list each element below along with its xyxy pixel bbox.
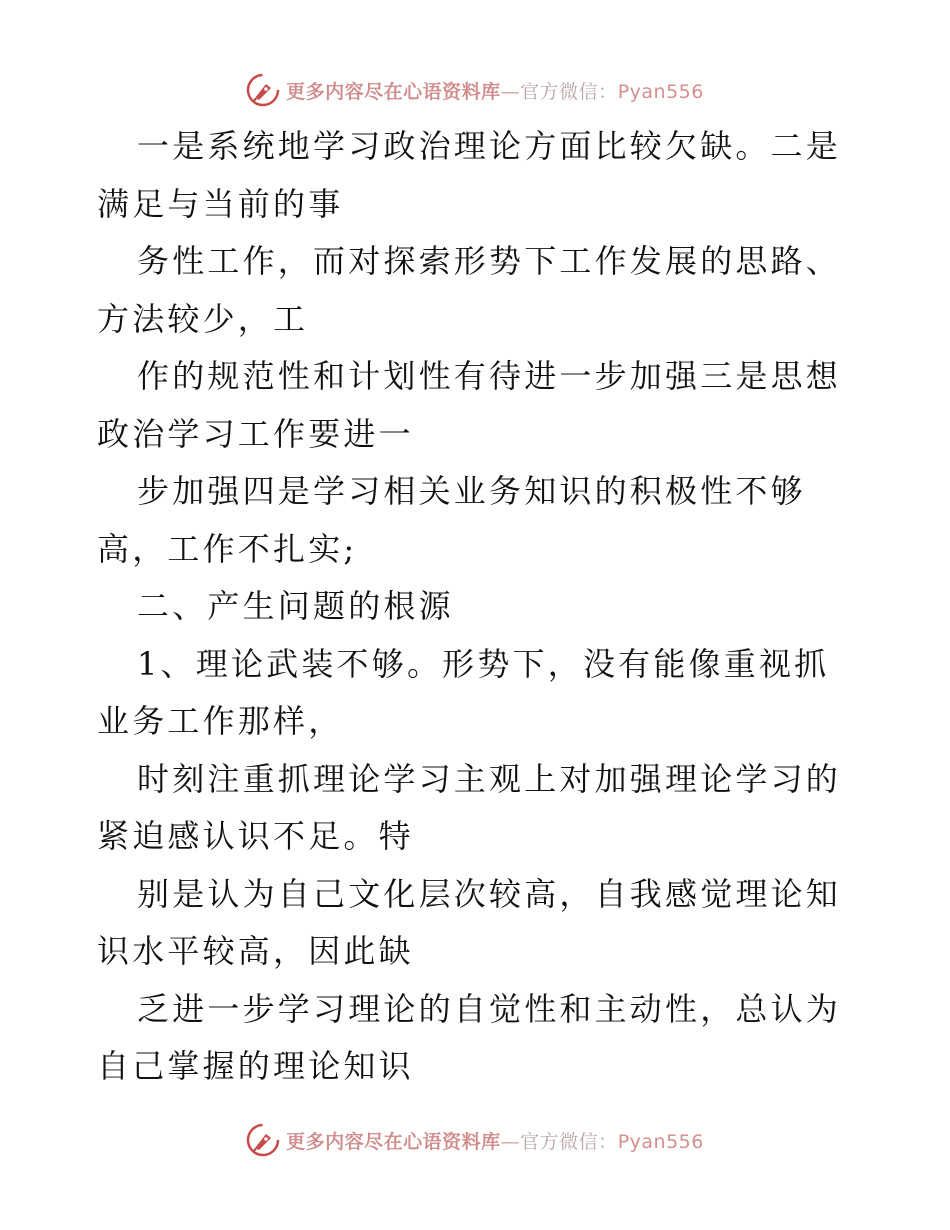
footer-watermark bbox=[0, 1120, 950, 1160]
header-watermark bbox=[0, 70, 950, 110]
paragraph: 别是认为自己文化层次较高，自我感觉理论知识水平较高，因此缺 bbox=[97, 874, 842, 970]
watermark-dash: — bbox=[500, 80, 521, 103]
document-body bbox=[97, 118, 857, 1096]
paragraph: 时刻注重抓理论学习主观上对加强理论学习的紧迫感认识不足。特 bbox=[97, 759, 842, 855]
watermark-wechat-label: 官方微信： bbox=[520, 80, 618, 103]
watermark-dash: — bbox=[500, 1130, 521, 1153]
watermark-wechat-label: 官方微信： bbox=[520, 1130, 618, 1153]
pen-nib-logo-icon bbox=[246, 1123, 280, 1157]
paragraph: 务性工作，而对探索形势下工作发展的思路、方法较少，工 bbox=[97, 242, 842, 338]
paragraph: 一是系统地学习政治理论方面比较欠缺。二是满足与当前的事 bbox=[97, 127, 842, 223]
paragraph: 乏进一步学习理论的自觉性和主动性，总认为自己掌握的理论知识 bbox=[97, 989, 842, 1085]
section-heading: 二、产生问题的根源 bbox=[137, 587, 454, 625]
pen-nib-logo-icon bbox=[246, 73, 280, 107]
paragraph: 1、理论武装不够。形势下，没有能像重视抓业务工作那样， bbox=[97, 644, 830, 740]
paragraph: 作的规范性和计划性有待进一步加强三是思想政治学习工作要进一 bbox=[97, 357, 842, 453]
watermark-wechat-id: Pyan556 bbox=[617, 1130, 704, 1153]
watermark-wechat-id: Pyan556 bbox=[617, 80, 704, 103]
watermark-site-name: 更多内容尽在心语资料库 bbox=[286, 1130, 501, 1153]
paragraph: 步加强四是学习相关业务知识的积极性不够高，工作不扎实; bbox=[97, 472, 806, 568]
watermark-site-name: 更多内容尽在心语资料库 bbox=[286, 80, 501, 103]
